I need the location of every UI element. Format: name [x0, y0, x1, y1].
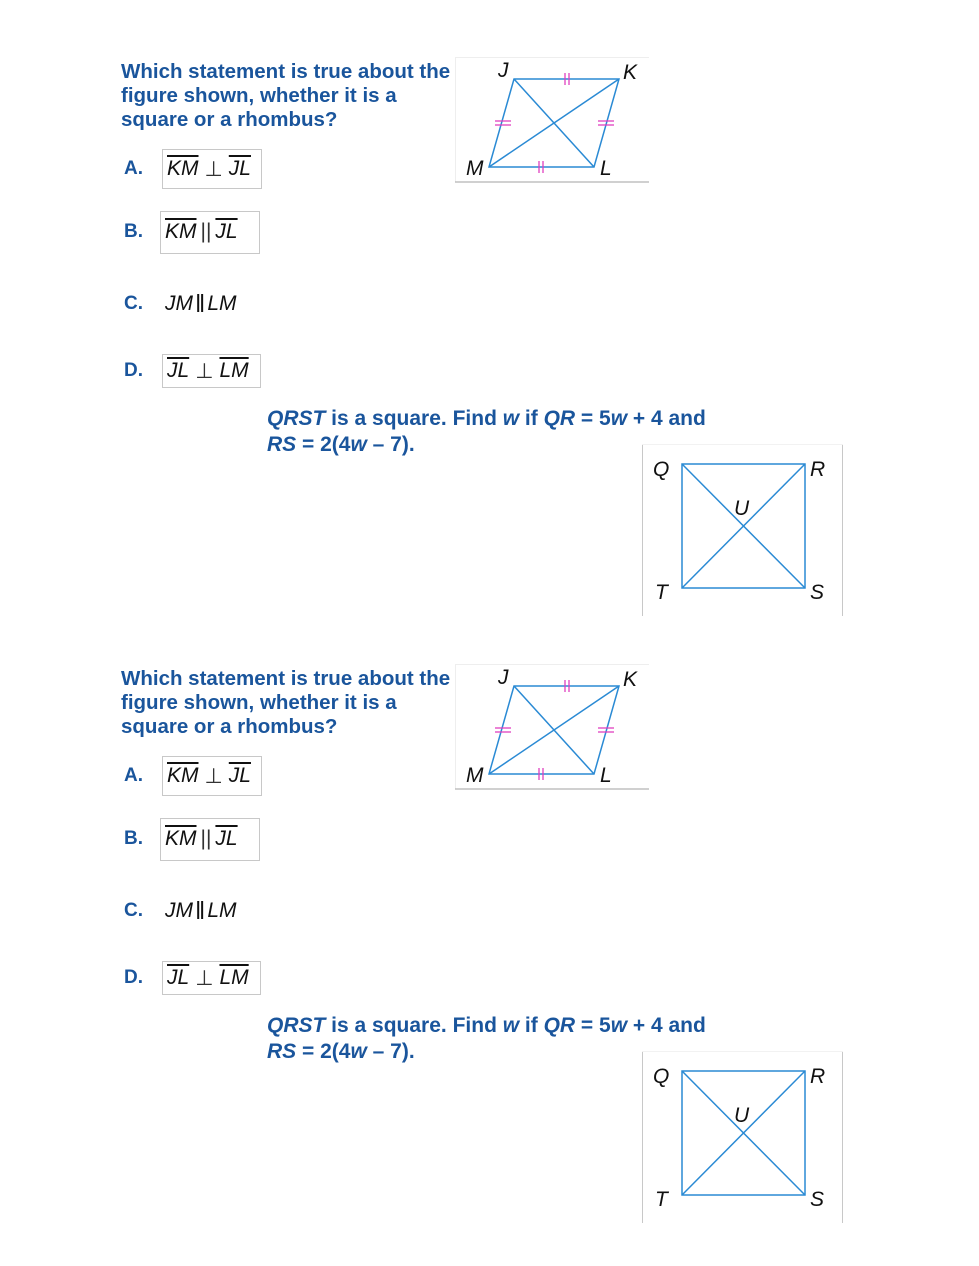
option-d-box[interactable]: [162, 961, 261, 995]
option-a-box[interactable]: [162, 149, 262, 189]
option-letter: B.: [124, 221, 143, 242]
vertex-label-j: J: [498, 666, 509, 689]
option-c[interactable]: [124, 284, 244, 324]
segment-right: LM: [207, 899, 237, 922]
segment-left: $\overline{KM}$: [165, 827, 197, 850]
question-rhombus-title: Which statement is true about the figure shown, whether it is a square or a rhombus?: [121, 667, 451, 738]
square-figure: [642, 1051, 843, 1223]
option-a[interactable]: [124, 149, 262, 189]
segment-left: JM: [165, 292, 193, 315]
segment-left: $\overline{JL}$: [167, 966, 190, 989]
vertex-label-r: R: [810, 1065, 826, 1088]
parallel-symbol: ‖: [195, 896, 206, 925]
segment-right: LM: [207, 292, 237, 315]
parallel-symbol: ||: [200, 220, 212, 243]
vertex-label-s: S: [810, 1188, 825, 1211]
question-square-title: QRST is a square. Find w if QR = 5w + 4 and RS = 2(4w – 7).: [267, 1014, 706, 1063]
vertex-label-k: K: [623, 61, 638, 84]
segment-right: $\overline{JL}$: [228, 157, 251, 180]
option-letter: D.: [124, 967, 143, 988]
parallel-symbol: ‖: [195, 289, 206, 318]
vertex-label-q: Q: [653, 458, 670, 481]
vertex-label-t: T: [655, 581, 668, 604]
vertex-label-m: M: [466, 157, 484, 180]
question-rhombus-title: Which statement is true about the figure shown, whether it is a square or a rhombus?: [121, 60, 451, 131]
option-a-box[interactable]: [162, 756, 262, 796]
option-d-box[interactable]: [162, 354, 261, 388]
vertex-label-t: T: [655, 1188, 668, 1211]
option-b-box[interactable]: [160, 818, 260, 861]
option-letter: D.: [124, 360, 143, 381]
option-d[interactable]: [124, 958, 261, 998]
perpendicular-symbol: ⊥: [204, 764, 223, 788]
segment-right: $\overline{JL}$: [215, 827, 238, 850]
vertex-label-q: Q: [653, 1065, 670, 1088]
option-letter: C.: [124, 900, 143, 921]
perpendicular-symbol: ⊥: [195, 966, 214, 990]
option-letter: A.: [124, 765, 143, 786]
segment-right: $\overline{LM}$: [219, 359, 249, 382]
option-b[interactable]: [124, 212, 260, 252]
center-label-u: U: [734, 497, 750, 520]
option-a[interactable]: [124, 756, 262, 796]
vertex-label-k: K: [623, 668, 638, 691]
center-label-u: U: [734, 1104, 750, 1127]
option-b[interactable]: [124, 819, 260, 859]
option-b-box[interactable]: [160, 211, 260, 254]
question-block-1: [0, 0, 979, 607]
segment-right: $\overline{JL}$: [228, 764, 251, 787]
option-letter: A.: [124, 158, 143, 179]
option-letter: C.: [124, 293, 143, 314]
perpendicular-symbol: ⊥: [195, 359, 214, 383]
rhombus-figure: [455, 57, 649, 183]
vertex-label-l: L: [600, 157, 612, 180]
segment-right: $\overline{JL}$: [215, 220, 238, 243]
option-c-text[interactable]: [162, 284, 244, 324]
segment-left: $\overline{KM}$: [165, 220, 197, 243]
parallel-symbol: ||: [200, 827, 212, 850]
vertex-label-j: J: [498, 59, 509, 82]
option-letter: B.: [124, 828, 143, 849]
option-d[interactable]: [124, 351, 261, 391]
segment-left: JM: [165, 899, 193, 922]
option-c[interactable]: [124, 891, 244, 931]
vertex-label-l: L: [600, 764, 612, 787]
vertex-label-s: S: [810, 581, 825, 604]
segment-left: $\overline{JL}$: [167, 359, 190, 382]
question-square-title: QRST is a square. Find w if QR = 5w + 4 and RS = 2(4w – 7).: [267, 407, 706, 456]
perpendicular-symbol: ⊥: [204, 157, 223, 181]
vertex-label-r: R: [810, 458, 826, 481]
question-block-2: [0, 607, 979, 1214]
segment-left: $\overline{KM}$: [167, 157, 199, 180]
segment-right: $\overline{LM}$: [219, 966, 249, 989]
option-c-text[interactable]: [162, 891, 244, 931]
vertex-label-m: M: [466, 764, 484, 787]
rhombus-figure: [455, 664, 649, 790]
square-figure: [642, 444, 843, 616]
segment-left: $\overline{KM}$: [167, 764, 199, 787]
